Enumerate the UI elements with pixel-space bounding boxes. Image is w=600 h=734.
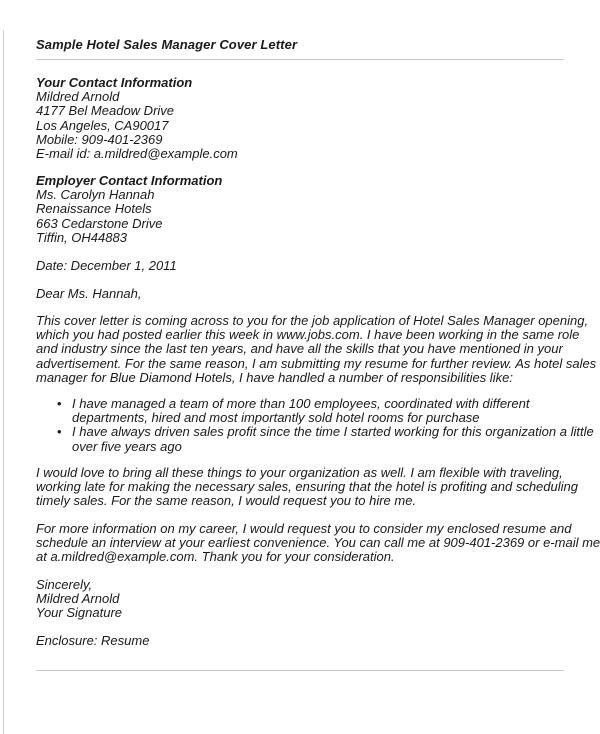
paragraph-line: working late for making the necessary sales, ensuring that the hotel is profiting and scheduling bbox=[36, 479, 578, 495]
paragraph-line: advertisement. For the same reason, I am submitting my resume for further review. As hotel sales bbox=[36, 355, 597, 371]
list-item bbox=[36, 397, 576, 425]
paragraph-line: manager for Blue Diamond Hotels, I have handled a number of responsibilities like: bbox=[36, 369, 513, 385]
bullet-icon: • bbox=[57, 424, 62, 440]
your-contact-section bbox=[36, 76, 566, 161]
employer-contact-line: Tiffin, OH44883 bbox=[36, 229, 127, 245]
employer-contact-line: Renaissance Hotels bbox=[36, 201, 152, 217]
enclosure bbox=[36, 634, 566, 648]
list-item bbox=[36, 424, 594, 454]
closing-block bbox=[36, 578, 566, 621]
enclosure-text: Enclosure: Resume bbox=[36, 633, 150, 648]
your-contact-line: E-mail id: a.mildred@example.com bbox=[36, 146, 238, 162]
salutation bbox=[36, 287, 566, 301]
employer-contact-heading: Employer Contact Information bbox=[36, 173, 223, 188]
your-contact-line: Mobile: 909-401-2369 bbox=[36, 131, 163, 147]
list-item-line: departments, hired and most importantly sold hotel rooms for purchase bbox=[72, 410, 480, 426]
your-contact-line: Los Angeles, CA90017 bbox=[36, 117, 169, 133]
body-paragraph-1 bbox=[36, 313, 597, 385]
employer-contact-line: 663 Cedarstone Drive bbox=[36, 215, 163, 231]
document-title: Sample Hotel Sales Manager Cover Letter bbox=[36, 37, 298, 52]
page-border bbox=[3, 30, 4, 734]
date-text: Date: December 1, 2011 bbox=[36, 258, 177, 273]
signature-line: Your Signature bbox=[36, 605, 123, 621]
your-contact-line: Mildred Arnold bbox=[36, 89, 120, 105]
your-contact-line: 4177 Bel Meadow Drive bbox=[36, 103, 175, 119]
closing-line: Mildred Arnold bbox=[36, 591, 120, 607]
footer-divider bbox=[36, 670, 564, 671]
body-paragraph-2 bbox=[36, 466, 576, 509]
list-item-line: I have always driven sales profit since the time I started working for this organization a little bbox=[72, 424, 594, 440]
paragraph-line: This cover letter is coming across to you for the job application of Hotel Sales Manager opening, bbox=[36, 313, 589, 328]
bullet-icon: • bbox=[57, 396, 62, 411]
closing-line: Sincerely, bbox=[36, 577, 93, 592]
paragraph-line: For more information on my career, I would request you to consider my enclosed resume and bbox=[36, 521, 572, 536]
paragraph-line: which you had posted earlier this week in www.jobs.com. I have been working in the same role bbox=[36, 327, 580, 343]
list-item-line: over five years ago bbox=[72, 438, 182, 454]
letter-date bbox=[36, 259, 566, 273]
employer-contact-section bbox=[36, 174, 566, 245]
paragraph-line: and industry since the last ten years, and have all the skills that you have mentioned in your bbox=[36, 341, 563, 357]
paragraph-line: timely sales. For the same reason, I would request you to hire me. bbox=[36, 493, 417, 509]
paragraph-line: I would love to bring all these things to your organization as well. I am flexible with traveling, bbox=[36, 465, 563, 480]
list-item-line: I have managed a team of more than 100 employees, coordinated with different bbox=[72, 396, 530, 411]
paragraph-line: schedule an interview at your earliest convenience. You can call me at 909-401-2369 or e-mail me bbox=[36, 535, 600, 551]
paragraph-line: at a.mildred@example.com. Thank you for your consideration. bbox=[36, 549, 395, 565]
title-divider bbox=[36, 59, 564, 60]
responsibilities-list bbox=[36, 396, 594, 454]
your-contact-heading: Your Contact Information bbox=[36, 75, 193, 90]
body-paragraph-3 bbox=[36, 521, 600, 565]
employer-contact-line: Ms. Carolyn Hannah bbox=[36, 187, 155, 203]
salutation-text: Dear Ms. Hannah, bbox=[36, 286, 142, 301]
